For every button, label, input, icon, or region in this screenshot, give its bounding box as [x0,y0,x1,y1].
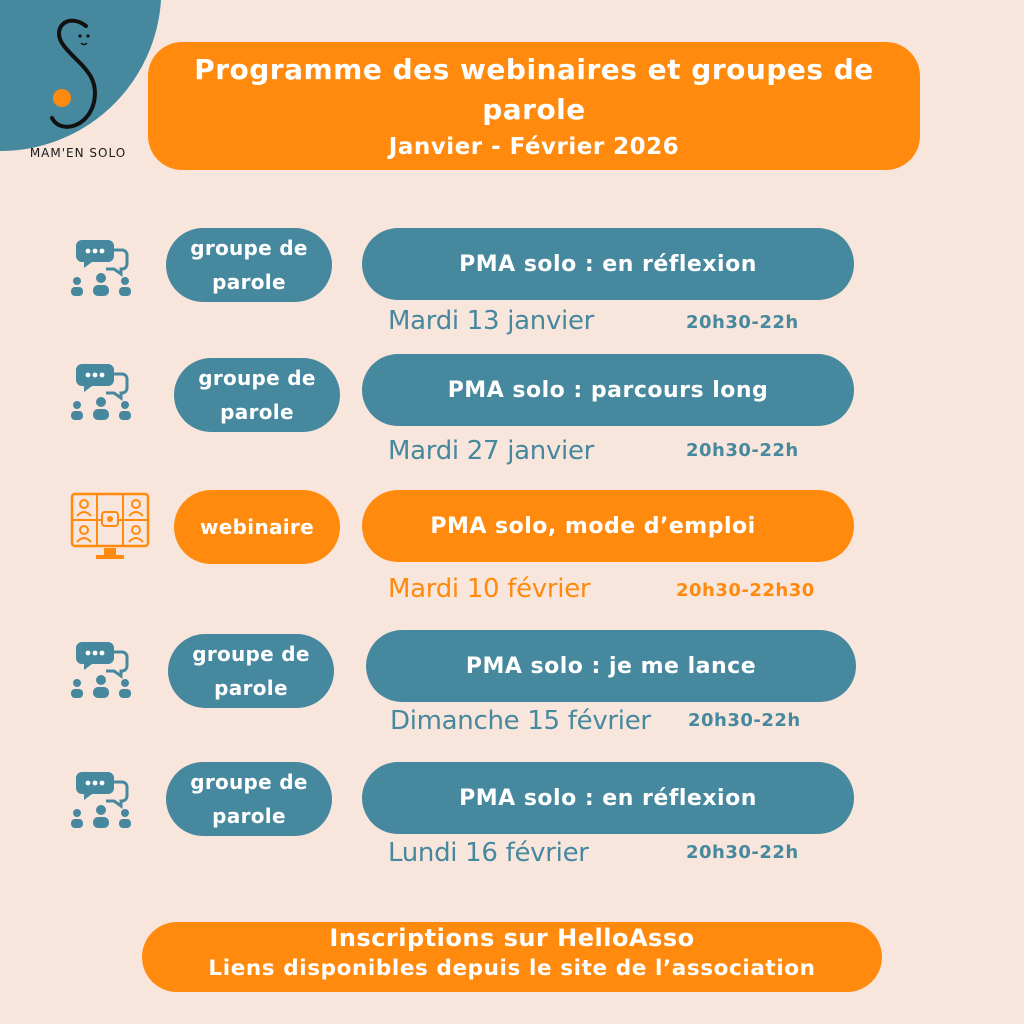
event-row [0,490,1024,610]
event-time: 20h30-22h [686,440,799,461]
event-date: Mardi 10 février [388,574,591,604]
event-type-badge: groupe de parole [168,634,334,708]
event-time: 20h30-22h [686,312,799,333]
chat-group-icon [68,636,134,702]
event-date: Dimanche 15 février [390,706,651,736]
event-title[interactable]: PMA solo : en réflexion [362,228,854,300]
event-title[interactable]: PMA solo : parcours long [362,354,854,426]
chat-group-icon [68,234,134,300]
event-time: 20h30-22h30 [676,580,815,601]
event-title[interactable]: PMA solo, mode d’emploi [362,490,854,562]
registration-headline: Inscriptions sur HelloAsso [329,924,695,952]
header-banner [148,42,920,170]
event-type-badge: groupe de parole [174,358,340,432]
event-type-badge: groupe de parole [166,762,332,836]
event-time: 20h30-22h [688,710,801,731]
event-row [0,228,1024,348]
event-date: Mardi 13 janvier [388,306,595,336]
registration-banner[interactable] [142,922,882,992]
event-type-badge: webinaire [174,490,340,564]
page-subtitle-dates: Janvier - Février 2026 [388,134,680,160]
event-type-badge: groupe de parole [166,228,332,302]
event-time: 20h30-22h [686,842,799,863]
chat-group-icon [68,766,134,832]
event-date: Lundi 16 février [388,838,589,868]
event-title[interactable]: PMA solo : en réflexion [362,762,854,834]
registration-subline: Liens disponibles depuis le site de l’association [208,956,816,981]
chat-group-icon [68,358,134,424]
event-title[interactable]: PMA solo : je me lance [366,630,856,702]
event-row [0,762,1024,882]
logo-text: MAM'EN SOLO [29,146,127,160]
event-row [0,354,1024,474]
webinar-monitor-icon [70,492,152,562]
event-date: Mardi 27 janvier [388,436,595,466]
page-title: Programme des webinaires et groupes de parole [194,53,874,126]
event-row [0,630,1024,750]
